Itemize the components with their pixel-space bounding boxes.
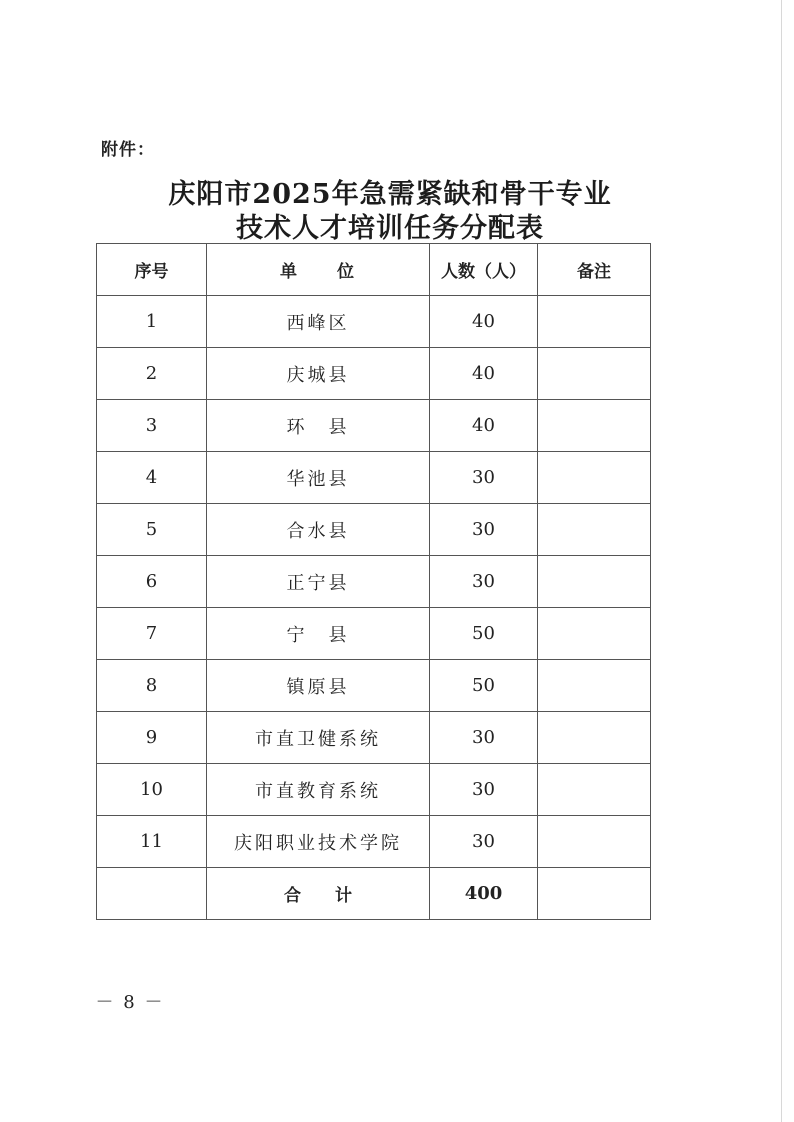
cell-count: 30 [430,816,538,868]
cell-count: 50 [430,608,538,660]
cell-index: 3 [97,400,207,452]
total-remark [538,868,651,920]
cell-remark [538,660,651,712]
cell-unit: 市直教育系统 [207,764,430,816]
header-unit: 单 位 [207,244,430,296]
cell-unit: 正宁县 [207,556,430,608]
header-remark: 备注 [538,244,651,296]
cell-count: 30 [430,712,538,764]
cell-remark [538,348,651,400]
table-row [97,452,651,504]
cell-index: 4 [97,452,207,504]
total-count: 400 [430,868,538,920]
cell-unit: 西峰区 [207,296,430,348]
page-number: － 8 － [95,992,165,1013]
allocation-table [96,243,651,920]
table-row [97,608,651,660]
cell-unit: 镇原县 [207,660,430,712]
cell-index: 11 [97,816,207,868]
cell-index: 1 [97,296,207,348]
cell-remark [538,296,651,348]
cell-unit: 环 县 [207,400,430,452]
cell-index: 8 [97,660,207,712]
header-index: 序号 [97,244,207,296]
cell-remark [538,504,651,556]
cell-index: 6 [97,556,207,608]
cell-unit: 宁 县 [207,608,430,660]
cell-unit: 市直卫健系统 [207,712,430,764]
table-row [97,504,651,556]
cell-remark [538,816,651,868]
table-header-row [97,244,651,296]
page-edge-line [781,0,782,1122]
table-row [97,660,651,712]
cell-unit: 华池县 [207,452,430,504]
cell-index: 9 [97,712,207,764]
header-count: 人数（人） [430,244,538,296]
total-label: 合 计 [207,868,430,920]
cell-count: 40 [430,348,538,400]
table-total-row [97,868,651,920]
cell-remark [538,452,651,504]
cell-remark [538,712,651,764]
cell-remark [538,764,651,816]
cell-index: 2 [97,348,207,400]
cell-index: 7 [97,608,207,660]
table-row [97,764,651,816]
cell-unit: 庆城县 [207,348,430,400]
cell-count: 30 [430,504,538,556]
table-row [97,348,651,400]
cell-count: 40 [430,400,538,452]
cell-count: 40 [430,296,538,348]
table-row [97,296,651,348]
table-row [97,712,651,764]
cell-count: 30 [430,556,538,608]
total-index [97,868,207,920]
document-title-line-2: 技术人才培训任务分配表 [236,213,544,244]
cell-count: 30 [430,764,538,816]
cell-index: 5 [97,504,207,556]
table-row [97,816,651,868]
document-title-line-1: 庆阳市2025年急需紧缺和骨干专业 [168,179,612,210]
cell-unit: 庆阳职业技术学院 [207,816,430,868]
cell-remark [538,608,651,660]
cell-remark [538,556,651,608]
table-row [97,400,651,452]
cell-unit: 合水县 [207,504,430,556]
attachment-label: 附件： [101,140,155,160]
cell-count: 30 [430,452,538,504]
cell-remark [538,400,651,452]
table-row [97,556,651,608]
cell-count: 50 [430,660,538,712]
cell-index: 10 [97,764,207,816]
